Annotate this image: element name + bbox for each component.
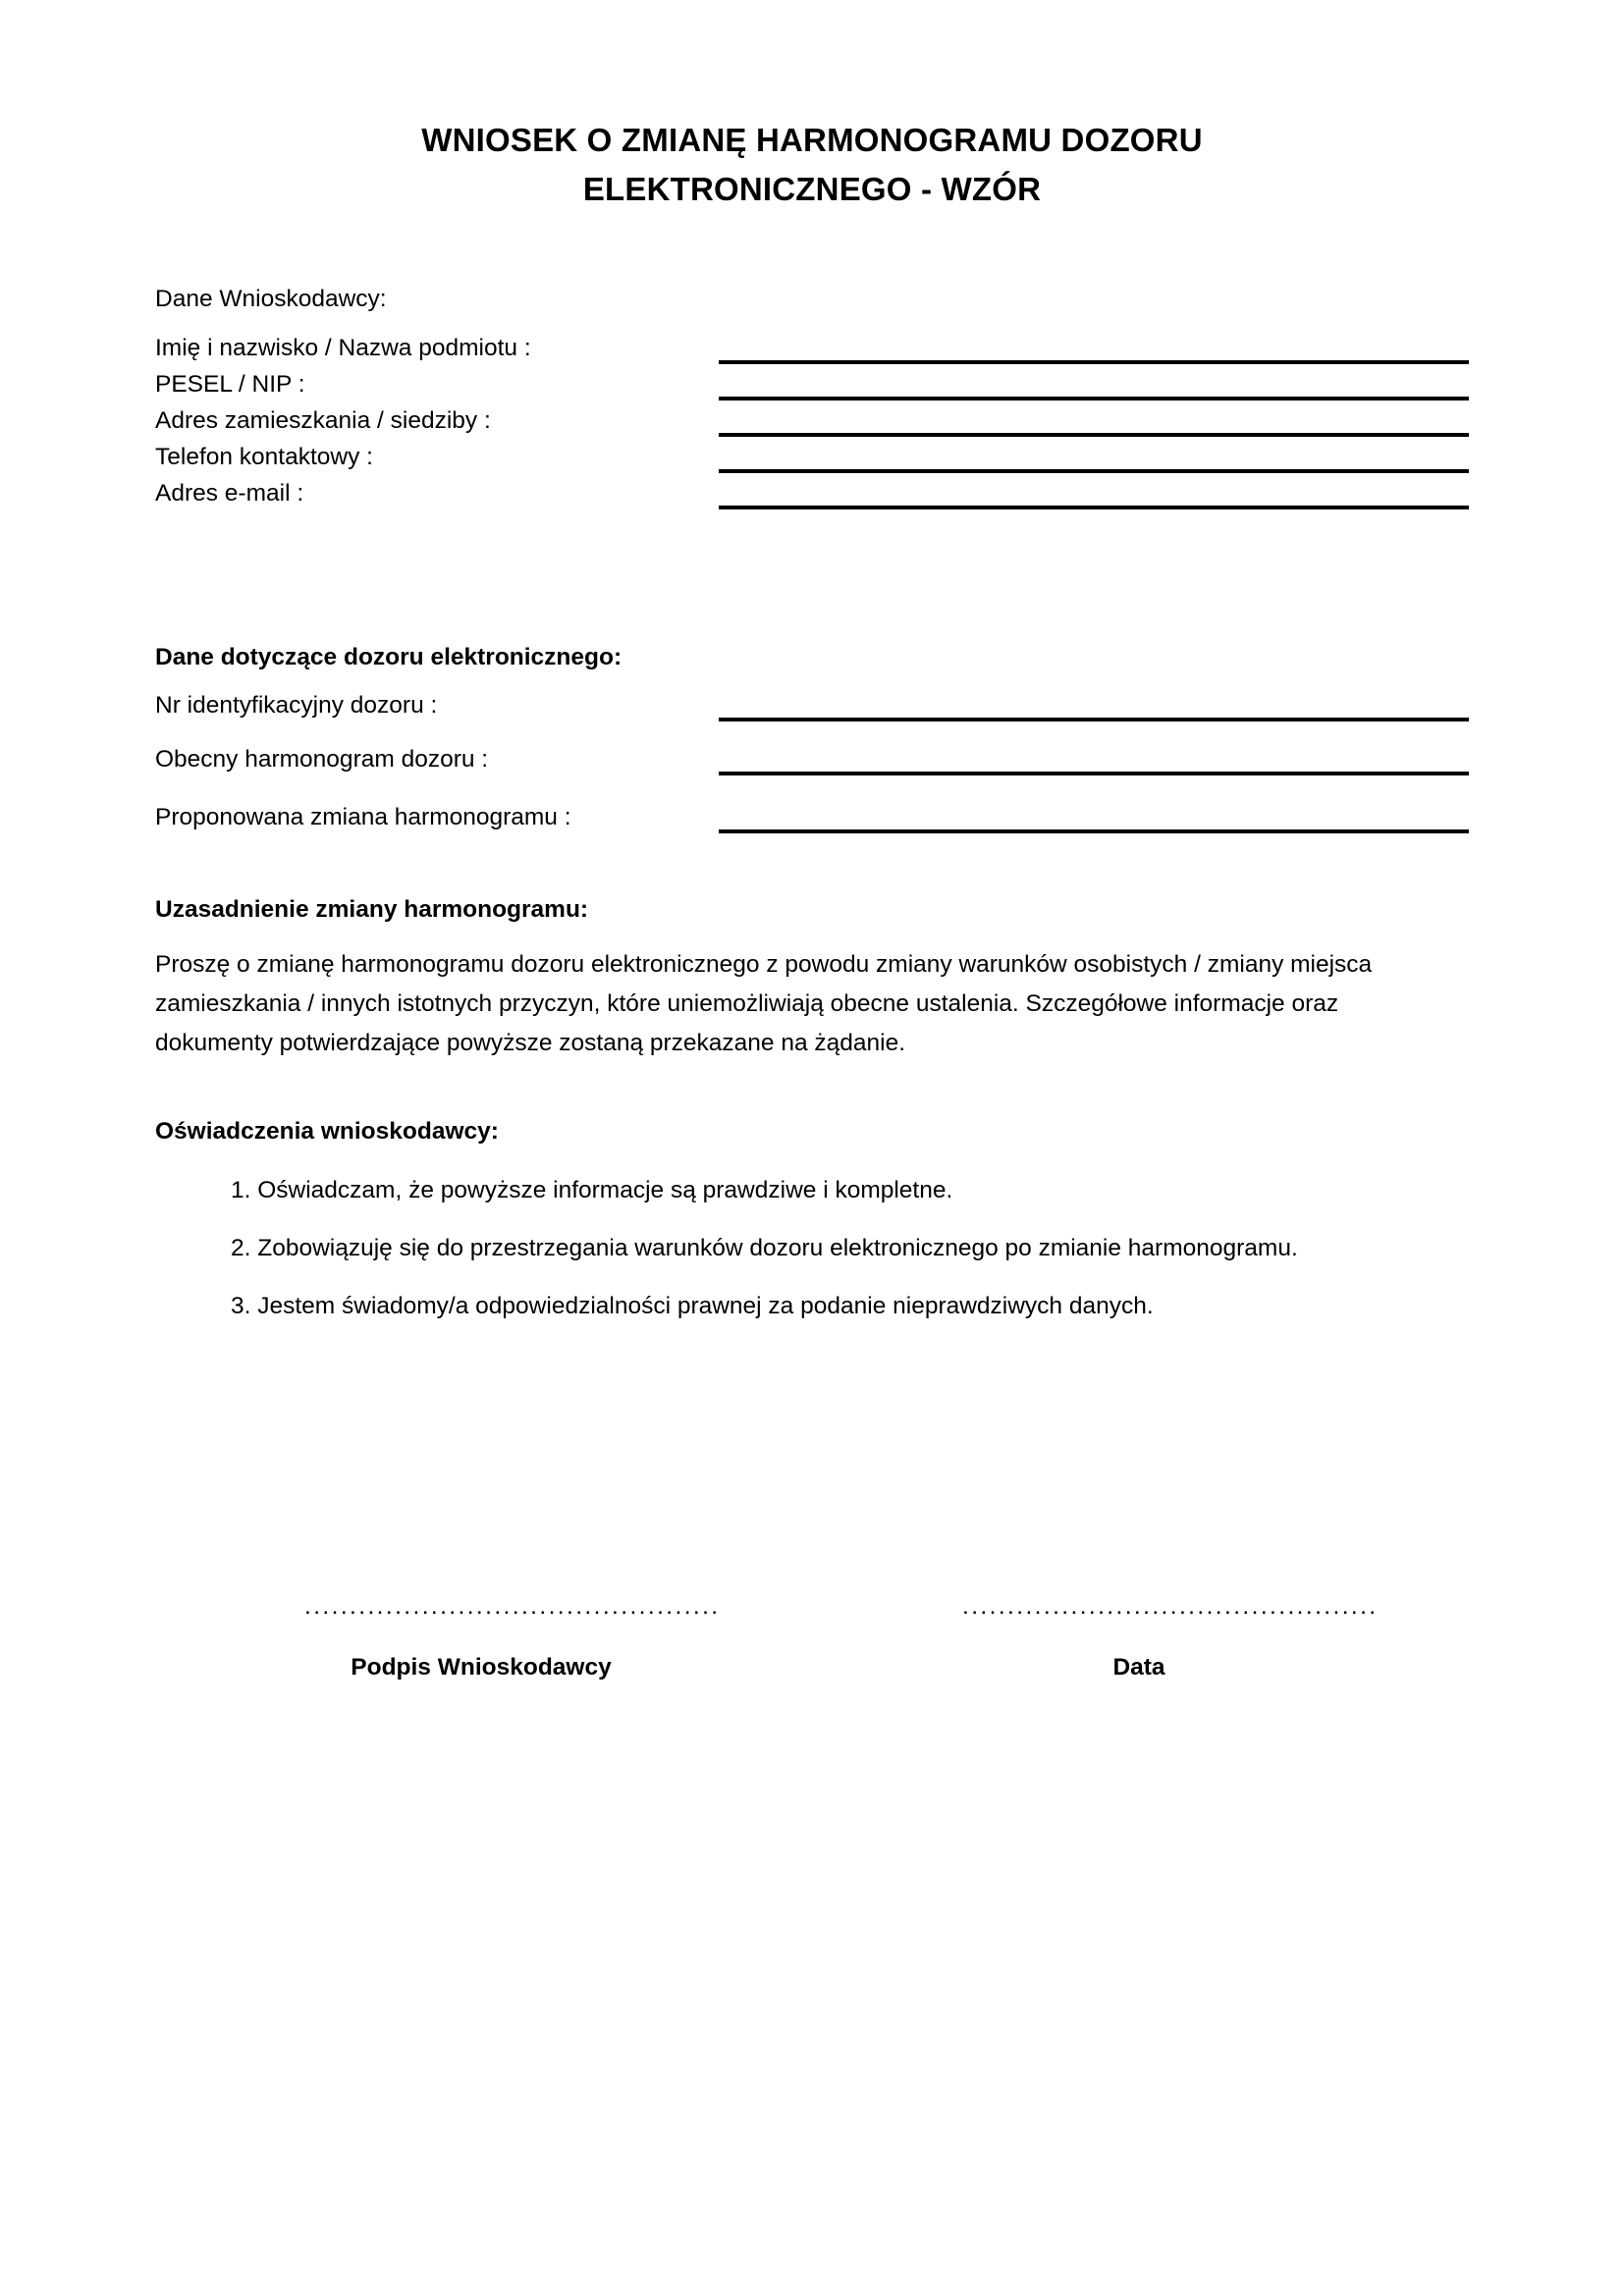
field-label-email: Adres e-mail :	[155, 480, 304, 507]
field-label-current-schedule: Obecny harmonogram dozoru :	[155, 746, 489, 773]
field-label-name: Imię i nazwisko / Nazwa podmiotu :	[155, 335, 531, 361]
applicant-section-heading: Dane Wnioskodawcy:	[155, 286, 387, 312]
field-row-address[interactable]	[155, 406, 1471, 440]
field-label-supervision-id: Nr identyfikacyjny dozoru :	[155, 692, 438, 719]
field-label-address: Adres zamieszkania / siedziby :	[155, 407, 491, 434]
supervision-section-heading: Dane dotyczące dozoru elektronicznego:	[155, 644, 623, 670]
justification-section-heading: Uzasadnienie zmiany harmonogramu:	[155, 896, 589, 923]
field-row-email[interactable]	[155, 479, 1471, 512]
signature-block	[304, 1593, 721, 1682]
field-input-email[interactable]	[719, 506, 1469, 509]
field-input-address[interactable]	[719, 433, 1469, 437]
field-row-supervision-id[interactable]	[155, 691, 1471, 724]
field-row-current-schedule[interactable]	[155, 745, 1471, 778]
date-dotted-line[interactable]: ..............................................	[962, 1593, 1379, 1620]
field-input-current-schedule[interactable]	[719, 772, 1469, 775]
date-block	[962, 1593, 1379, 1682]
field-input-supervision-id[interactable]	[719, 718, 1469, 721]
signature-dotted-line[interactable]: ..............................................	[304, 1593, 721, 1620]
field-label-phone: Telefon kontaktowy :	[155, 444, 373, 470]
field-row-proposed-change[interactable]	[155, 803, 1471, 836]
field-input-proposed-change[interactable]	[719, 829, 1469, 833]
declarations-section-heading: Oświadczenia wnioskodawcy:	[155, 1118, 499, 1145]
declaration-item-2: 2. Zobowiązuję się do przestrzegania warunków dozoru elektronicznego po zmianie harmonogramu.	[231, 1235, 1298, 1261]
field-input-name[interactable]	[719, 360, 1469, 364]
field-row-phone[interactable]	[155, 443, 1471, 476]
page-title-line-2: ELEKTRONICZNEGO - WZÓR	[582, 171, 1042, 207]
date-caption: Data	[1112, 1654, 1165, 1681]
field-row-name[interactable]	[155, 334, 1471, 367]
declaration-item-1: 1. Oświadczam, że powyższe informacje są prawdziwe i kompletne.	[231, 1177, 953, 1203]
field-row-pesel-nip[interactable]	[155, 370, 1471, 403]
page-title-line-1: WNIOSEK O ZMIANĘ HARMONOGRAMU DOZORU	[421, 122, 1203, 158]
declaration-item-3: 3. Jestem świadomy/a odpowiedzialności prawnej za podanie nieprawdziwych danych.	[231, 1293, 1154, 1319]
page-title	[0, 116, 1624, 214]
signature-caption: Podpis Wnioskodawcy	[351, 1654, 612, 1681]
field-label-pesel-nip: PESEL / NIP :	[155, 371, 305, 398]
field-input-phone[interactable]	[719, 469, 1469, 473]
justification-body-text: Proszę o zmianę harmonogramu dozoru elektronicznego z powodu zmiany warunków osobistych / zmiany miejsca zamieszkania / innych istotnych przyczyn, które uniemożliwiają obecne ustalenia. Szczegółowe informacje oraz dokumenty potwierdzające powyższe zostaną przekazane na żądanie.	[155, 951, 1373, 1056]
field-input-pesel-nip[interactable]	[719, 397, 1469, 400]
field-label-proposed-change: Proponowana zmiana harmonogramu :	[155, 804, 571, 830]
